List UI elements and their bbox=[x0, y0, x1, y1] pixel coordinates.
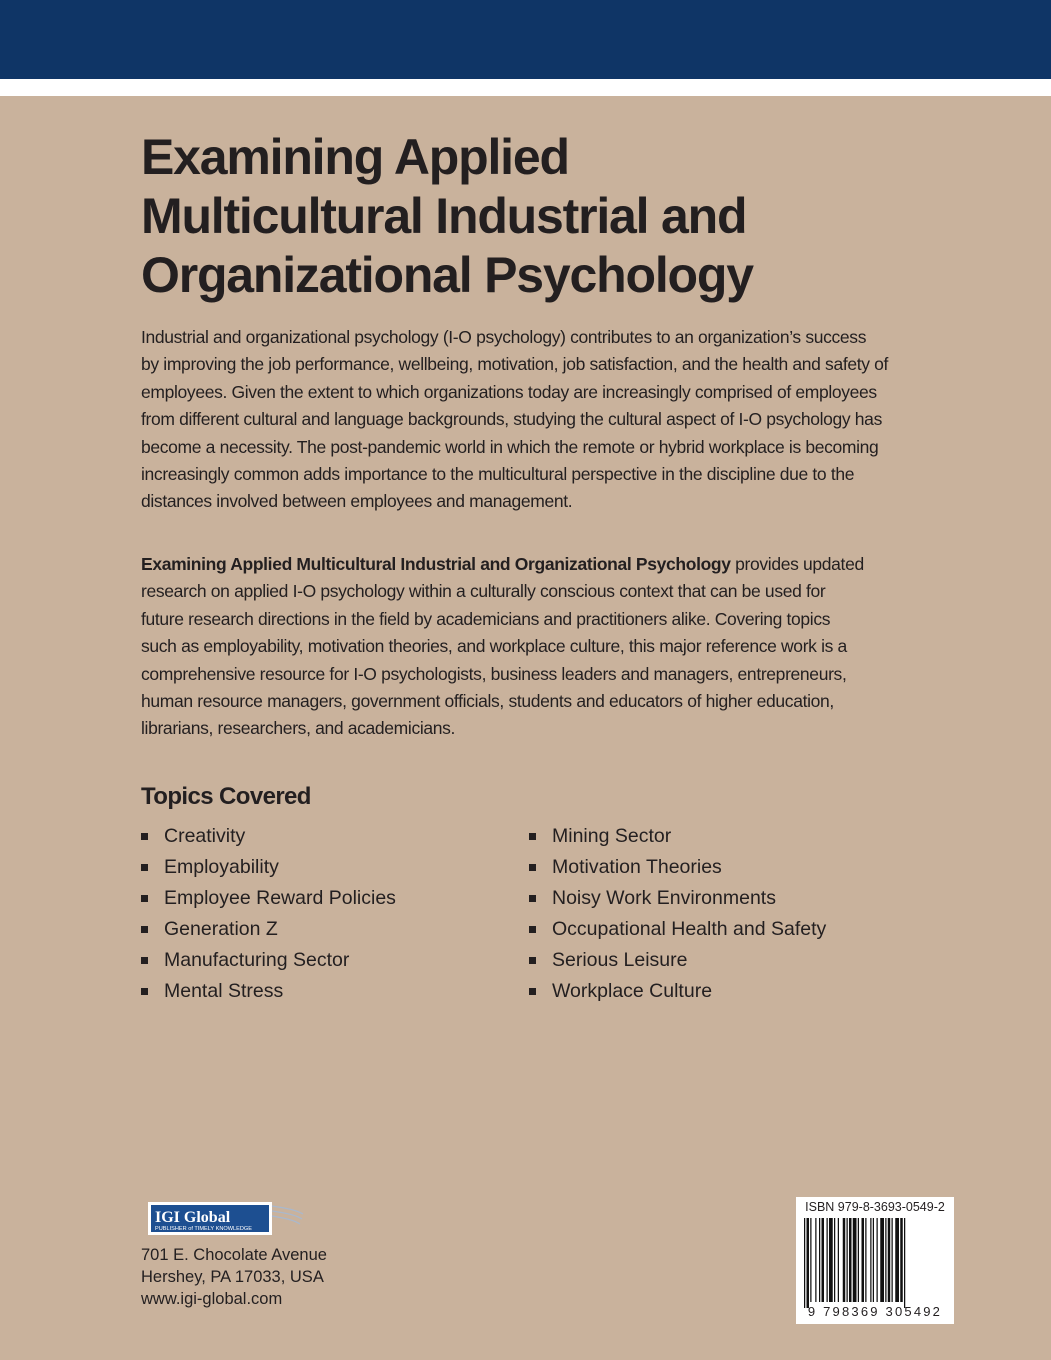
topics-list-left bbox=[140, 821, 396, 1007]
topic-label: Occupational Health and Safety bbox=[552, 918, 827, 940]
paragraph-line: distances involved between employees and management. bbox=[141, 491, 573, 512]
logo-name: IGI Global bbox=[155, 1209, 231, 1226]
publisher-address bbox=[141, 1244, 327, 1310]
list-item bbox=[528, 914, 826, 945]
paragraph-line: by improving the job performance, wellbeing, motivation, job satisfaction, and the health and safety of bbox=[141, 354, 889, 375]
list-item bbox=[528, 945, 826, 976]
paragraph-line: future research directions in the field by academicians and practitioners alike. Covering topics bbox=[141, 608, 831, 629]
barcode-bar bbox=[892, 1218, 893, 1302]
paragraph-line: librarians, researchers, and academicians. bbox=[141, 718, 456, 739]
barcode-bar bbox=[847, 1218, 848, 1302]
paragraph-line-rest: provides updated bbox=[730, 554, 864, 574]
square-bullet-icon bbox=[529, 864, 536, 871]
barcode-bar bbox=[885, 1218, 886, 1302]
barcode-bar bbox=[877, 1218, 878, 1302]
square-bullet-icon bbox=[529, 833, 536, 840]
barcode-bar bbox=[804, 1218, 805, 1308]
square-bullet-icon bbox=[141, 957, 148, 964]
topic-label: Employability bbox=[164, 856, 279, 878]
barcode-bar bbox=[829, 1218, 833, 1302]
list-item bbox=[140, 976, 396, 1007]
title-line: Multicultural Industrial and bbox=[141, 188, 747, 244]
list-item bbox=[528, 821, 826, 852]
topic-label: Mining Sector bbox=[552, 825, 672, 847]
list-item bbox=[140, 883, 396, 914]
barcode-bar bbox=[838, 1218, 839, 1302]
top-white-stripe bbox=[0, 79, 1051, 96]
title-line: Organizational Psychology bbox=[141, 247, 753, 303]
barcode-bar bbox=[810, 1218, 811, 1302]
topic-label: Mental Stress bbox=[164, 980, 284, 1002]
book-title bbox=[141, 128, 961, 305]
topic-label: Creativity bbox=[164, 825, 246, 847]
barcode-bar bbox=[862, 1218, 865, 1302]
isbn-barcode-box bbox=[796, 1197, 954, 1324]
square-bullet-icon bbox=[141, 988, 148, 995]
topic-label: Generation Z bbox=[164, 918, 278, 940]
square-bullet-icon bbox=[529, 895, 536, 902]
barcode-bar bbox=[880, 1218, 884, 1302]
barcode-bar bbox=[843, 1218, 846, 1302]
barcode-bar bbox=[858, 1218, 859, 1302]
barcode-bar bbox=[904, 1218, 905, 1308]
topic-label: Serious Leisure bbox=[552, 949, 688, 971]
barcode-bar bbox=[873, 1218, 874, 1302]
barcode bbox=[802, 1218, 948, 1308]
barcode-bar bbox=[827, 1218, 828, 1302]
publisher-website: www.igi-global.com bbox=[141, 1290, 283, 1308]
barcode-bar bbox=[819, 1218, 820, 1302]
topic-label: Employee Reward Policies bbox=[164, 887, 396, 909]
barcode-bar bbox=[822, 1218, 825, 1302]
square-bullet-icon bbox=[141, 895, 148, 902]
square-bullet-icon bbox=[529, 926, 536, 933]
topic-label: Noisy Work Environments bbox=[552, 887, 776, 909]
barcode-bar bbox=[888, 1218, 891, 1302]
square-bullet-icon bbox=[141, 926, 148, 933]
list-item bbox=[528, 976, 826, 1007]
barcode-bar bbox=[807, 1218, 810, 1308]
topics-heading: Topics Covered bbox=[141, 783, 311, 810]
topic-label: Motivation Theories bbox=[552, 856, 722, 878]
description-paragraph-1 bbox=[141, 324, 901, 516]
logo-tagline: PUBLISHER of TIMELY KNOWLEDGE bbox=[155, 1226, 252, 1232]
barcode-bar bbox=[870, 1218, 871, 1302]
barcode-bar bbox=[895, 1218, 899, 1302]
square-bullet-icon bbox=[529, 957, 536, 964]
top-color-band bbox=[0, 0, 1051, 79]
list-item bbox=[140, 945, 396, 976]
paragraph-line: Industrial and organizational psychology (I-O psychology) contributes to an organization’s success bbox=[141, 327, 867, 347]
address-line: Hershey, PA 17033, USA bbox=[141, 1268, 324, 1286]
barcode-bar bbox=[849, 1218, 852, 1302]
paragraph-line: become a necessity. The post-pandemic world in which the remote or hybrid workplace is becoming bbox=[141, 436, 879, 457]
list-item bbox=[140, 821, 396, 852]
barcode-bar bbox=[834, 1218, 835, 1302]
igi-global-logo bbox=[146, 1200, 306, 1240]
square-bullet-icon bbox=[141, 833, 148, 840]
address-line: 701 E. Chocolate Avenue bbox=[141, 1246, 327, 1264]
paragraph-line: from different cultural and language backgrounds, studying the cultural aspect of I-O psychology has bbox=[141, 409, 882, 430]
paragraph-line: research on applied I-O psychology within a culturally conscious context that can be used for bbox=[141, 581, 826, 602]
topic-label: Manufacturing Sector bbox=[164, 949, 350, 971]
barcode-bar bbox=[900, 1218, 903, 1302]
barcode-bar bbox=[865, 1218, 866, 1302]
list-item bbox=[140, 852, 396, 883]
topic-label: Workplace Culture bbox=[552, 980, 713, 1002]
barcode-bar bbox=[853, 1218, 857, 1302]
list-item bbox=[140, 914, 396, 945]
paragraph-line: such as employability, motivation theories, and workplace culture, this major reference work is a bbox=[141, 636, 847, 657]
description-paragraph-2 bbox=[141, 551, 901, 743]
barcode-bar bbox=[815, 1218, 816, 1302]
paragraph-line: employees. Given the extent to which organizations today are increasingly comprised of employees bbox=[141, 381, 877, 402]
square-bullet-icon bbox=[529, 988, 536, 995]
paragraph-line: increasingly common adds importance to the multicultural perspective in the discipline due to the bbox=[141, 464, 855, 485]
book-title-inline: Examining Applied Multicultural Industrial and Organizational Psychology bbox=[141, 554, 731, 574]
topics-list-right bbox=[528, 821, 826, 1007]
list-item bbox=[528, 883, 826, 914]
square-bullet-icon bbox=[141, 864, 148, 871]
paragraph-line: comprehensive resource for I-O psychologists, business leaders and managers, entrepreneurs, bbox=[141, 663, 847, 684]
isbn-label: ISBN 979-8-3693-0549-2 bbox=[805, 1200, 945, 1214]
paragraph-line: human resource managers, government officials, students and educators of higher education, bbox=[141, 691, 834, 712]
title-line: Examining Applied bbox=[141, 129, 569, 185]
barcode-digits: 9 798369 305492 bbox=[807, 1304, 943, 1319]
paragraph-line bbox=[141, 551, 901, 578]
list-item bbox=[528, 852, 826, 883]
